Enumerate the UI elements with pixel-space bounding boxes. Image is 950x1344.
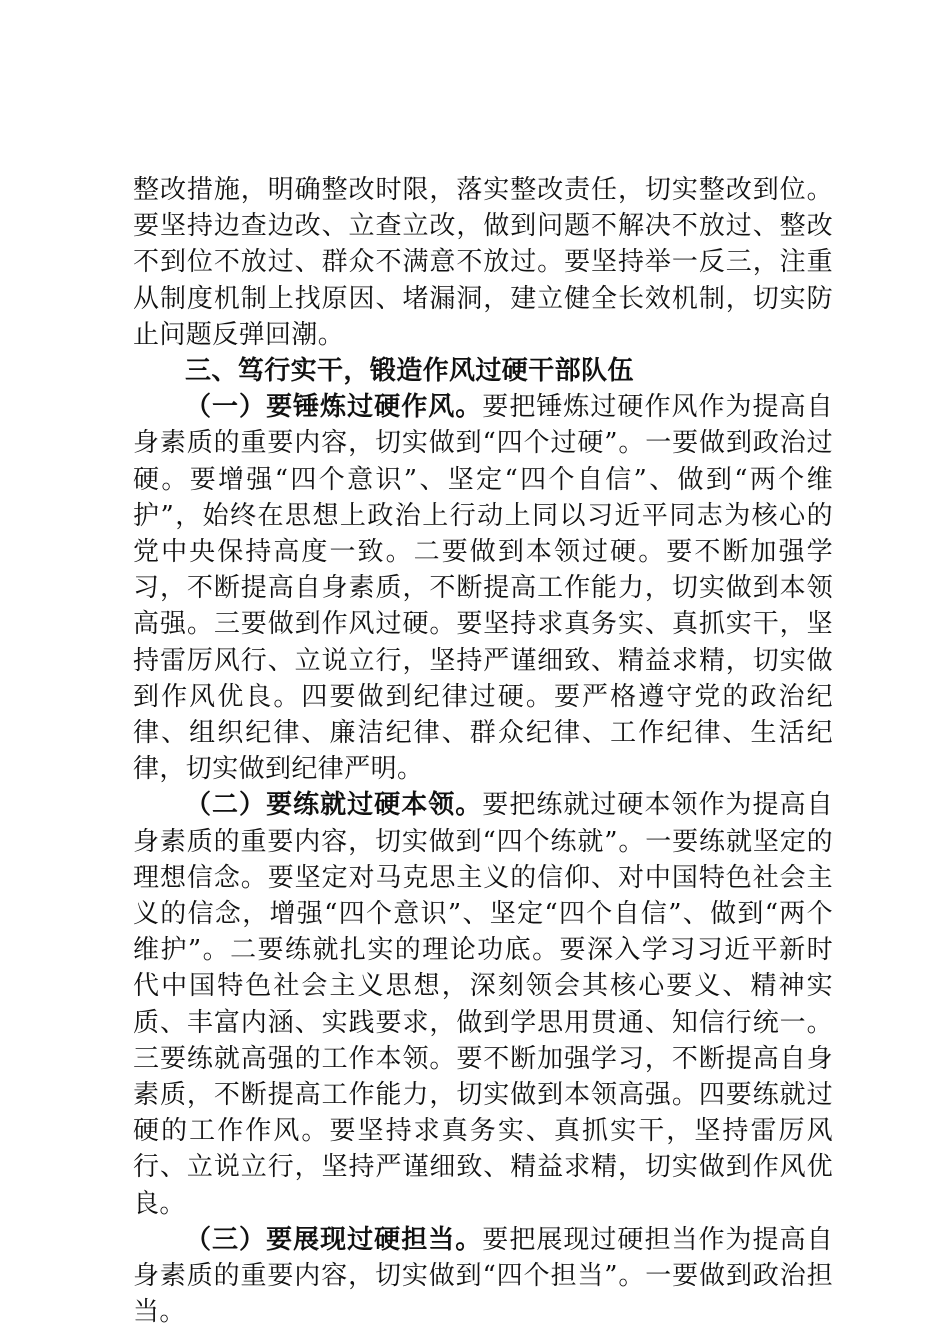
paragraph-item-1 (133, 389, 833, 787)
item-2-body: 要把练就过硬本领作为提高自身素质的重要内容，切实做到“四个练就”。一要练就坚定的理想信念。要坚定对马克思主义的信仰、对中国特色社会主义的信念，增强“四个意识”、坚定“四个自信”、做到“两个维护”。二要练就扎实的理论功底。要深入学习习近平新时代中国特色社会主义思想，深刻领会其核心要义、精神实质、丰富内涵、实践要求，做到学思用贯通、知信行统一。三要练就高强的工作本领。要不断加强学习，不断提高自身素质，不断提高工作能力，切实做到本领高强。四要练就过硬的工作作风。要坚持求真务实、真抓实干，坚持雷厉风行、立说立行，坚持严谨细致、精益求精，切实做到作风优良。 (133, 790, 834, 1219)
paragraph-item-2 (133, 787, 833, 1221)
document-body (133, 172, 833, 1331)
item-3-body: 要把展现过硬担当作为提高自身素质的重要内容，切实做到“四个担当”。一要做到政治担当。 (133, 1224, 834, 1328)
paragraph-item-3 (133, 1222, 833, 1331)
section-heading: 三、笃行实干，锻造作风过硬干部队伍 (185, 356, 634, 387)
item-2-lead: （二）要练就过硬本领。 (185, 790, 483, 821)
item-1-lead: （一）要锤炼过硬作风。 (185, 392, 483, 423)
item-1-body: 要把锤炼过硬作风作为提高自身素质的重要内容，切实做到“四个过硬”。一要做到政治过硬。要增强“四个意识”、坚定“四个自信”、做到“两个维护”，始终在思想上政治上行动上同以习近平同志为核心的党中央保持高度一致。二要做到本领过硬。要不断加强学习，不断提高自身素质，不断提高工作能力，切实做到本领高强。三要做到作风过硬。要坚持求真务实、真抓实干，坚持雷厉风行、立说立行，坚持严谨细致、精益求精，切实做到作风优良。四要做到纪律过硬。要严格遵守党的政治纪律、组织纪律、廉洁纪律、群众纪律、工作纪律、生活纪律，切实做到纪律严明。 (133, 392, 834, 785)
item-3-lead: （三）要展现过硬担当。 (185, 1224, 483, 1255)
paragraph-continued: 整改措施，明确整改时限，落实整改责任，切实整改到位。要坚持边查边改、立查立改，做到问题不解决不放过、整改不到位不放过、群众不满意不放过。要坚持举一反三，注重从制度机制上找原因、堵漏洞，建立健全长效机制，切实防止问题反弹回潮。 (133, 175, 833, 350)
